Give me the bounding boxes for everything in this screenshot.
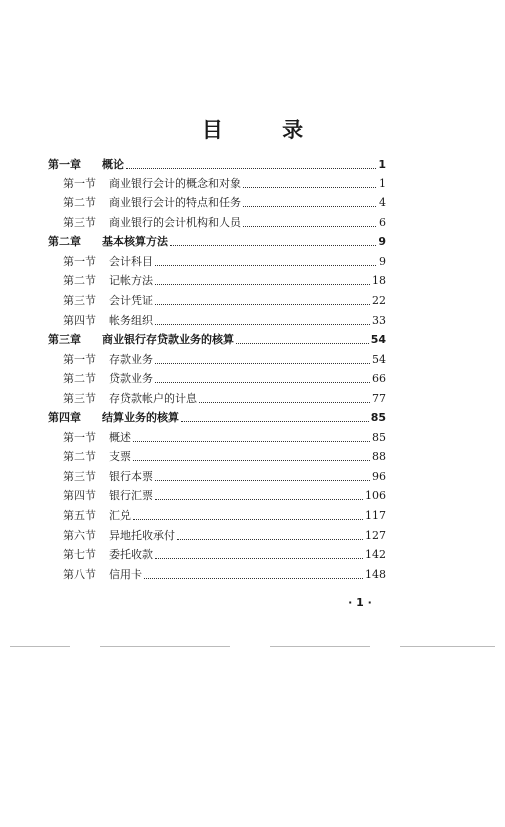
dot-leader xyxy=(144,567,363,579)
dot-leader xyxy=(155,273,370,285)
toc-entry-number: 第三章 xyxy=(48,333,81,346)
toc-entry-title: 委托收款 xyxy=(109,548,153,561)
page-title: 目 录 xyxy=(201,118,330,142)
dot-leader xyxy=(133,449,370,461)
toc-entry-title: 记帐方法 xyxy=(109,274,153,287)
toc-entry-title: 会计凭证 xyxy=(109,294,153,307)
toc-entry-page: 85 xyxy=(370,411,386,424)
toc-entry-page: 88 xyxy=(372,450,386,463)
toc-section-entry xyxy=(63,351,386,369)
toc-chapter-entry xyxy=(48,233,386,251)
toc-section-entry xyxy=(63,194,386,212)
dot-leader xyxy=(126,157,376,169)
toc-section-entry xyxy=(63,487,386,505)
toc-entry-page: 4 xyxy=(379,196,386,209)
toc-entry-title: 概述 xyxy=(109,431,131,444)
toc-entry-page: 33 xyxy=(372,314,386,327)
toc-section-entry xyxy=(63,546,386,564)
toc-section-entry xyxy=(63,390,386,408)
dot-leader xyxy=(199,391,370,403)
toc-section-entry xyxy=(63,468,386,486)
toc-entry-number: 第四章 xyxy=(48,411,81,424)
dot-leader xyxy=(133,508,363,520)
toc-entry-number: 第三节 xyxy=(63,470,96,483)
toc-entry-title: 帐务组织 xyxy=(109,314,153,327)
toc-entry-title: 银行本票 xyxy=(109,470,153,483)
toc-chapter-entry xyxy=(48,409,386,427)
toc-section-entry xyxy=(63,214,386,232)
toc-entry-title: 会计科目 xyxy=(109,255,153,268)
toc-section-entry xyxy=(63,566,386,584)
toc-entry-number: 第二节 xyxy=(63,450,96,463)
toc-chapter-entry xyxy=(48,156,386,174)
toc-section-entry xyxy=(63,253,386,271)
toc-entry-title: 商业银行会计的特点和任务 xyxy=(109,196,241,209)
toc-entry-page: 1 xyxy=(378,158,386,171)
toc-entry-page: 96 xyxy=(372,470,386,483)
toc-entry-number: 第六节 xyxy=(63,529,96,542)
toc-entry-title: 商业银行会计的概念和对象 xyxy=(109,177,241,190)
toc-entry-page: 77 xyxy=(372,392,386,405)
toc-entry-number: 第四节 xyxy=(63,489,96,502)
divider-line xyxy=(100,646,230,647)
toc-entry-title: 贷款业务 xyxy=(109,372,153,385)
toc-entry-title: 支票 xyxy=(109,450,131,463)
toc-entry-title: 异地托收承付 xyxy=(109,529,175,542)
toc-entry-number: 第八节 xyxy=(63,568,96,581)
toc-section-entry xyxy=(63,429,386,447)
toc-entry-page: 54 xyxy=(372,353,386,366)
dot-leader xyxy=(177,528,363,540)
toc-entry-number: 第二节 xyxy=(63,196,96,209)
toc-section-entry xyxy=(63,448,386,466)
toc-entry-page: 106 xyxy=(365,489,386,502)
toc-entry-title: 存款业务 xyxy=(109,353,153,366)
toc-chapter-entry xyxy=(48,331,386,349)
dot-leader xyxy=(243,215,376,227)
toc-section-entry xyxy=(63,370,386,388)
toc-entry-title: 商业银行的会计机构和人员 xyxy=(109,216,241,229)
toc-section-entry xyxy=(63,292,386,310)
toc-entry-title: 汇兑 xyxy=(109,509,131,522)
dot-leader xyxy=(243,195,376,207)
toc-entry-page: 6 xyxy=(379,216,386,229)
toc-entry-title: 信用卡 xyxy=(109,568,142,581)
dot-leader xyxy=(181,410,369,422)
dot-leader xyxy=(170,234,376,246)
toc-section-entry xyxy=(63,175,386,193)
dot-leader xyxy=(243,176,376,188)
toc-section-entry xyxy=(63,527,386,545)
toc-entry-number: 第三节 xyxy=(63,216,96,229)
toc-entry-title: 银行汇票 xyxy=(109,489,153,502)
divider-line xyxy=(400,646,495,647)
toc-entry-number: 第七节 xyxy=(63,548,96,561)
toc-entry-number: 第一节 xyxy=(63,177,96,190)
toc-entry-page: 85 xyxy=(372,431,386,444)
dot-leader xyxy=(133,430,370,442)
toc-entry-number: 第一节 xyxy=(63,431,96,444)
toc-entry-title: 基本核算方法 xyxy=(102,235,168,248)
divider-line xyxy=(270,646,370,647)
dot-leader xyxy=(155,488,363,500)
toc-entry-page: 66 xyxy=(372,372,386,385)
dot-leader xyxy=(155,293,370,305)
dot-leader xyxy=(155,352,370,364)
toc-entry-page: 117 xyxy=(365,509,386,522)
toc-entry-number: 第二节 xyxy=(63,274,96,287)
toc-entry-page: 54 xyxy=(370,333,386,346)
toc-entry-number: 第一章 xyxy=(48,158,81,171)
dot-leader xyxy=(236,332,369,344)
toc-entry-number: 第三节 xyxy=(63,294,96,307)
toc-entry-number: 第一节 xyxy=(63,353,96,366)
dot-leader xyxy=(155,469,370,481)
dot-leader xyxy=(155,371,370,383)
dot-leader xyxy=(155,547,363,559)
toc-section-entry xyxy=(63,507,386,525)
toc-entry-page: 1 xyxy=(379,177,386,190)
dot-leader xyxy=(155,254,376,266)
divider-line xyxy=(10,646,70,647)
toc-entry-number: 第五节 xyxy=(63,509,96,522)
toc-entry-page: 9 xyxy=(379,255,386,268)
toc-entry-page: 142 xyxy=(365,548,386,561)
toc-section-entry xyxy=(63,272,386,290)
toc-entry-number: 第二节 xyxy=(63,372,96,385)
toc-entry-page: 127 xyxy=(365,529,386,542)
toc-entry-title: 存贷款帐户的计息 xyxy=(109,392,197,405)
page-number: · 1 · xyxy=(348,596,372,609)
dot-leader xyxy=(155,313,370,325)
toc-entry-title: 结算业务的核算 xyxy=(102,411,179,424)
toc-entry-number: 第四节 xyxy=(63,314,96,327)
toc-section-entry xyxy=(63,312,386,330)
toc-entry-page: 22 xyxy=(372,294,386,307)
toc-entry-page: 18 xyxy=(372,274,386,287)
toc-entry-number: 第一节 xyxy=(63,255,96,268)
toc-entry-number: 第二章 xyxy=(48,235,81,248)
toc-entry-title: 概论 xyxy=(102,158,124,171)
toc-entry-page: 9 xyxy=(378,235,386,248)
toc-entry-title: 商业银行存贷款业务的核算 xyxy=(102,333,234,346)
toc-entry-number: 第三节 xyxy=(63,392,96,405)
toc-entry-page: 148 xyxy=(365,568,386,581)
